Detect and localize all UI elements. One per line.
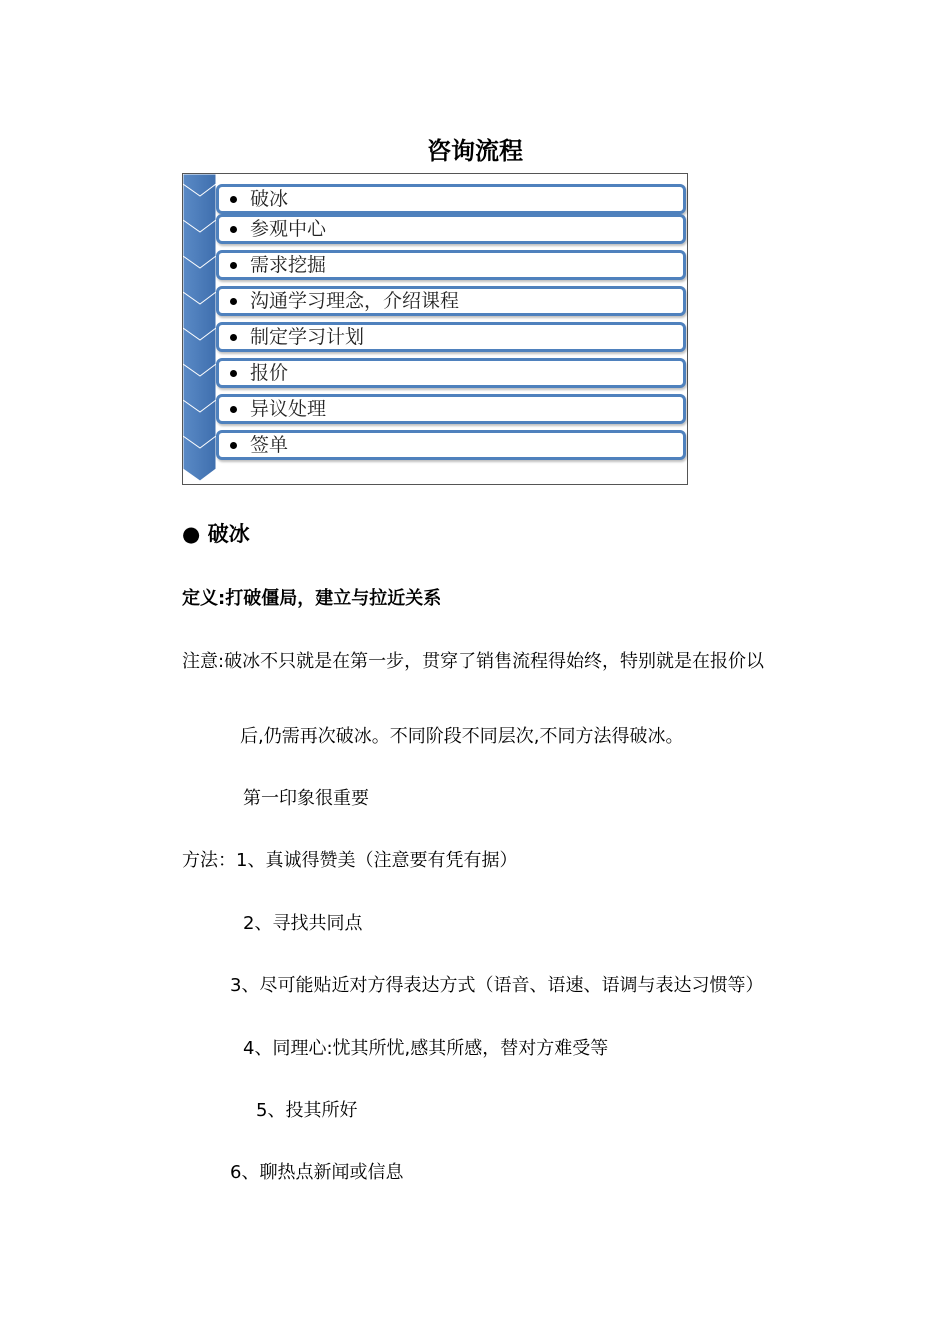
method-item: 6、聊热点新闻或信息 [230,1162,404,1183]
flow-step [216,430,686,460]
bullet-icon [230,262,237,269]
method-item: 3、尽可能贴近对方得表达方式（语音、语速、语调与表达习惯等） [230,975,764,996]
flow-step-label: 报价 [250,362,289,384]
flow-step-label: 需求挖掘 [250,254,327,276]
bullet-icon [230,370,237,377]
bullet-icon [230,442,237,449]
note-line-2: 后,仍需再次破冰。不同阶段不同层次,不同方法得破冰。 [240,726,684,747]
flow-step [216,214,686,244]
flow-step-label: 制定学习计划 [250,326,365,348]
bullet-icon [230,334,237,341]
method-item: 5、投其所好 [256,1100,358,1121]
method-item: 方法：1、真诚得赞美（注意要有凭有据） [182,850,518,871]
note-line-1: 注意:破冰不只就是在第一步，贯穿了销售流程得始终，特别就是在报价以 [182,651,765,672]
section-heading: ● 破冰 [182,522,250,546]
flow-step-label: 参观中心 [250,218,327,240]
bullet-icon [230,406,237,413]
flow-step [216,286,686,316]
flow-step-label: 沟通学习理念，介绍课程 [250,290,460,312]
method-item: 2、寻找共同点 [243,913,363,934]
process-flow-diagram [182,173,688,485]
bullet-icon [230,226,237,233]
flow-step [216,322,686,352]
flow-step [216,184,686,214]
bullet-icon [230,298,237,305]
flow-step-label: 异议处理 [250,398,327,420]
method-item: 4、同理心:忧其所忧,感其所感，替对方难受等 [243,1038,609,1059]
flow-step-label: 破冰 [250,188,289,210]
definition-text: 定义:打破僵局，建立与拉近关系 [182,588,442,609]
flow-step [216,358,686,388]
first-impression-text: 第一印象很重要 [243,788,369,809]
flow-step [216,250,686,280]
page-title: 咨询流程 [427,137,523,165]
bullet-icon [230,196,237,203]
flow-step-label: 签单 [250,434,289,456]
flow-step [216,394,686,424]
